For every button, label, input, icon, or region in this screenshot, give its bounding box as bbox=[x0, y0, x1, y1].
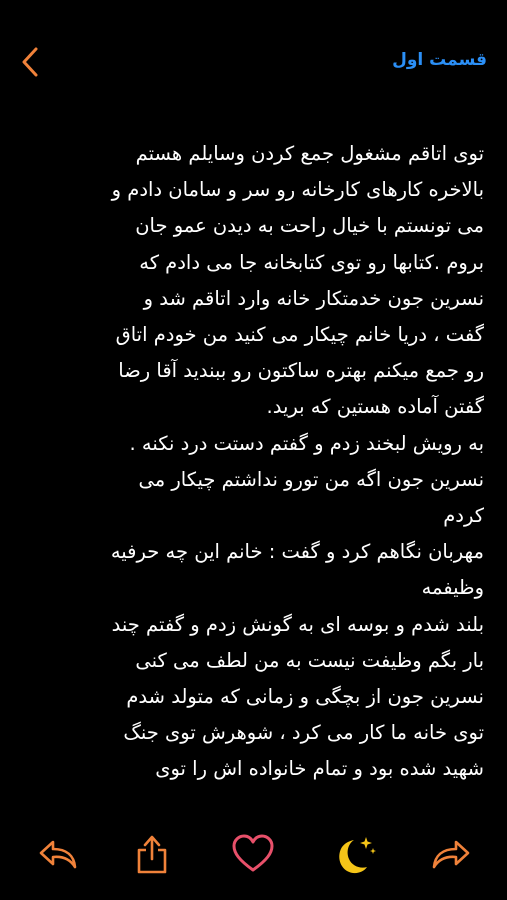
reply-icon bbox=[36, 832, 80, 876]
share-button[interactable] bbox=[130, 832, 174, 876]
forward-icon bbox=[429, 832, 473, 876]
bottom-toolbar bbox=[0, 822, 507, 882]
chevron-left-icon bbox=[14, 44, 48, 80]
story-content[interactable] bbox=[22, 136, 484, 790]
page-title: قسمت اول bbox=[392, 50, 487, 70]
heart-icon bbox=[231, 832, 275, 876]
story-text: توی اتاقم مشغول جمع کردن وسایلم هستم بالاخره کارهای کارخانه رو سر و سامان دادم و می تونستم با خیال راحت به دیدن عمو جان بروم .کتابها رو توی کتابخانه جا می دادم که نسرین جون خدمتکار خانه وارد اتاقم شد و گفت ، دریا خانم چیکار می کنید من خودم اتاق رو جمع میکنم بهتره ساکتون رو ببندید آقا رضا گفتن آماده هستین که برید. به رویش لبخند زدم و گفتم دستت درد نکنه . نسرین جون اگه من تورو نداشتم چیکار می کردم مهربان نگاهم کرد و گفت : خانم این چه حرفیه وظیفمه بلند شدم و بوسه ای به گونش زدم و گفتم چند بار بگم وظیفت نیست به من لطف می کنی نسرین جون از بچگی و زمانی که متولد شدم توی خانه ما کار می کرد ، شوهرش توی جنگ شهید شده بود و تمام خانواده اش را توی bbox=[110, 142, 484, 781]
forward-button[interactable] bbox=[429, 832, 473, 876]
share-icon bbox=[130, 832, 174, 876]
back-button[interactable] bbox=[14, 44, 48, 80]
night-mode-icon bbox=[336, 832, 380, 876]
favorite-button[interactable] bbox=[231, 832, 275, 876]
night-mode-button[interactable] bbox=[336, 832, 380, 876]
reply-button[interactable] bbox=[36, 832, 80, 876]
header bbox=[0, 0, 507, 120]
